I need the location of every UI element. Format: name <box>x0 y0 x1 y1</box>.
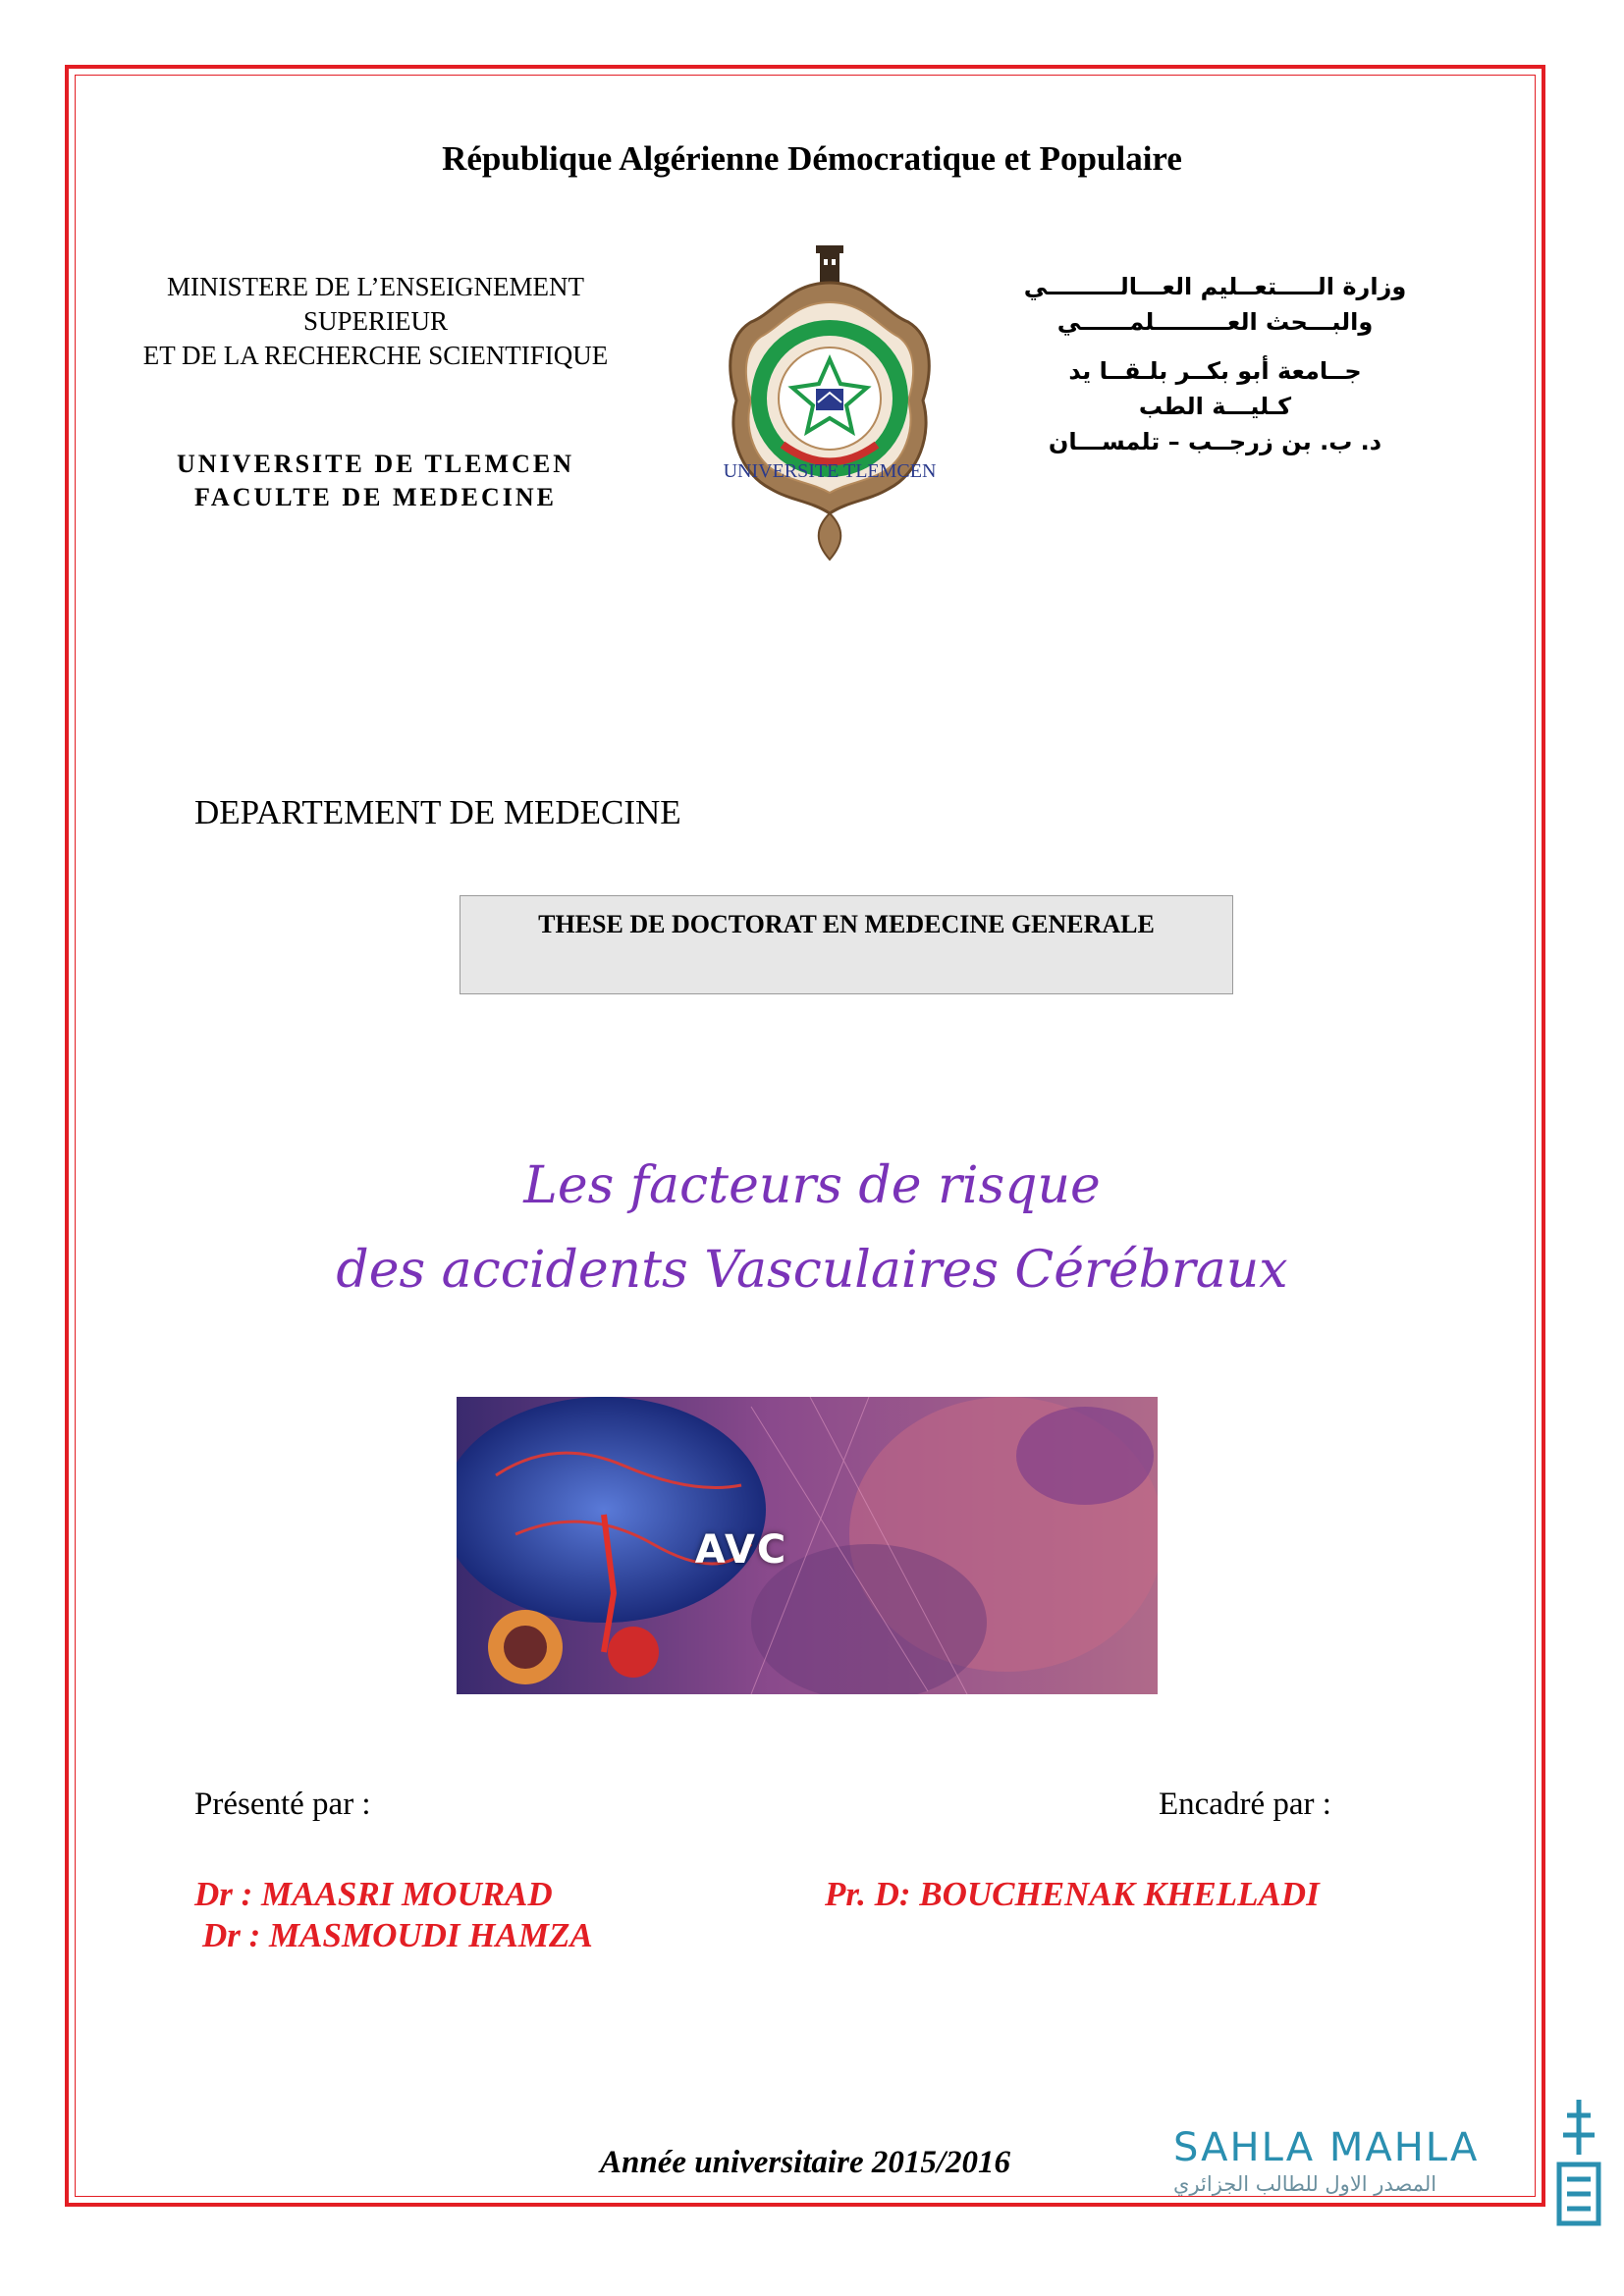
faculty-name: FACULTE DE MEDECINE <box>193 483 558 511</box>
thesis-type: THESE DE DOCTORAT EN MEDECINE GENERALE <box>538 910 1155 938</box>
supervised-by-label: Encadré par : <box>1159 1787 1331 1822</box>
ministry-fr-line: SUPERIEUR <box>302 306 449 336</box>
faculty-ar-line: كـليـــة الطب <box>1138 393 1292 420</box>
ministry-ar-line: وزارة الـــــتعــليم العـــالـــــــــي <box>1023 273 1407 300</box>
ministry-fr <box>108 270 643 373</box>
presented-by-label: Présenté par : <box>194 1787 371 1822</box>
avc-banner-image <box>457 1397 1158 1694</box>
thesis-title <box>0 1144 1624 1312</box>
university-ar-line: جــامعة أبو بكــر بلـقــا يد <box>1068 357 1362 385</box>
university-logo <box>722 243 938 563</box>
academic-year: Année universitaire 2015/2016 <box>599 2145 1011 2180</box>
author-name: Dr : MASMOUDI HAMZA <box>202 1916 593 1954</box>
university-fr <box>108 448 643 514</box>
republic-heading: République Algérienne Démocratique et Populaire <box>442 139 1182 178</box>
ministry-fr-line: ET DE LA RECHERCHE SCIENTIFIQUE <box>142 341 609 370</box>
ministry-fr-line: MINISTERE DE L’ENSEIGNEMENT <box>167 272 584 301</box>
department-label: DEPARTEMENT DE MEDECINE <box>194 793 681 831</box>
city-ar-line: د. ب. بن زرجــب – تلمســـان <box>1048 428 1382 455</box>
watermark <box>1173 2125 1537 2204</box>
thesis-type-box <box>460 895 1233 994</box>
watermark-emblem-icon <box>1549 2096 1608 2233</box>
watermark-name: SAHLA MAHLA <box>1173 2125 1480 2170</box>
avc-label: AVC <box>694 1527 788 1573</box>
ministry-ar-line: والبـــحث العـــــــــلمــــــي <box>1056 308 1374 336</box>
logo-text: UNIVERSITE TLEMCEN <box>723 460 937 482</box>
thesis-title-line: Les facteurs de risque <box>523 1156 1101 1215</box>
ministry-ar <box>992 269 1438 459</box>
supervisor-name: Pr. D: BOUCHENAK KHELLADI <box>825 1875 1320 1913</box>
university-name: UNIVERSITE DE TLEMCEN <box>177 450 574 478</box>
thesis-title-line: des accidents Vasculaires Cérébraux <box>336 1241 1288 1300</box>
watermark-tagline: المصدر الاول للطالب الجزائري <box>1173 2172 1437 2196</box>
author-name: Dr : MAASRI MOURAD <box>194 1875 553 1913</box>
